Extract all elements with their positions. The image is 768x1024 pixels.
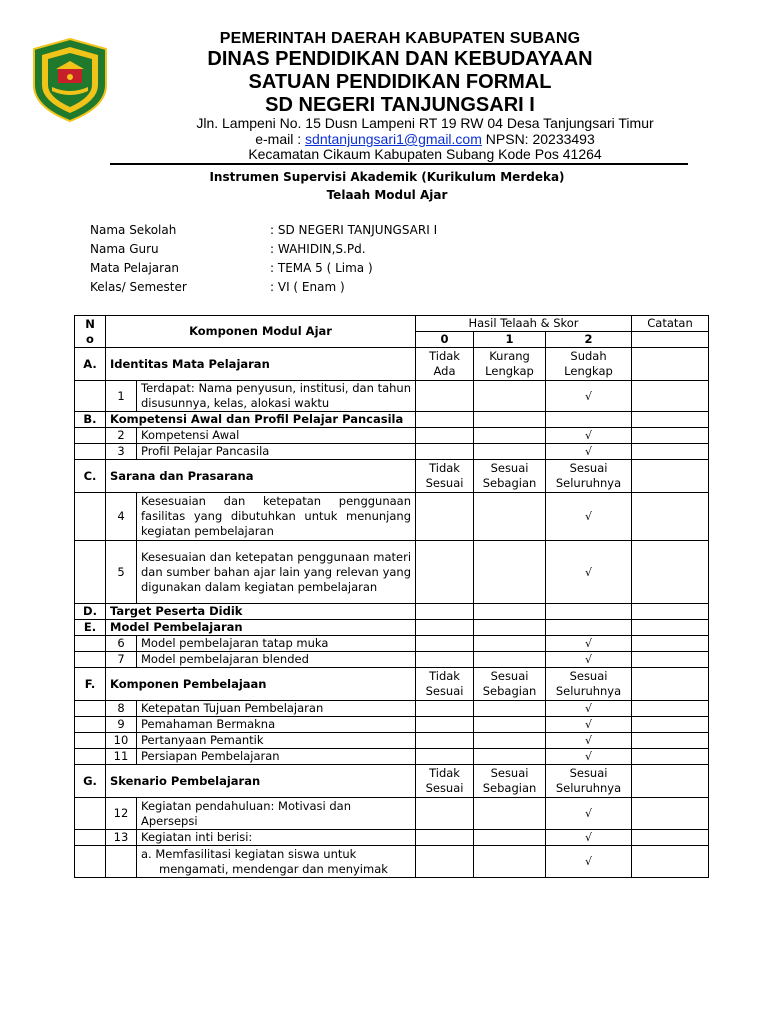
score-cell [474,444,546,460]
score-cell [416,733,474,749]
table-row [75,830,709,846]
info-row [90,242,590,261]
section-letter: B. [75,412,106,428]
scale-label: Sesuai Seluruhnya [546,668,632,701]
section-row-e [75,620,709,636]
info-value: : TEMA 5 ( Lima ) [270,261,373,275]
catatan-cell [632,846,709,878]
item-no: 2 [106,428,137,444]
empty-cell [75,798,106,830]
table-row [75,749,709,765]
info-label: Kelas/ Semester [90,280,187,294]
item-no: 10 [106,733,137,749]
table-row [75,636,709,652]
scale-label: Sudah Lengkap [546,348,632,381]
scale-label: Sesuai Sebagian [474,460,546,493]
check-mark: √ [546,701,632,717]
check-mark: √ [546,381,632,412]
table-row [75,652,709,668]
catatan-cell [632,652,709,668]
item-no: 13 [106,830,137,846]
score-cell [474,541,546,604]
empty-cell [75,428,106,444]
score-cell [546,604,632,620]
info-row [90,280,590,299]
doc-subtitle: Telaah Modul Ajar [326,188,448,202]
info-value: : VI ( Enam ) [270,280,345,294]
table-row [75,493,709,541]
header-line-1: PEMERINTAH DAERAH KABUPATEN SUBANG [219,30,581,47]
check-mark: √ [546,493,632,541]
empty-cell [75,830,106,846]
catatan-cell [632,428,709,444]
catatan-cell [632,493,709,541]
score-cell [416,381,474,412]
empty-cell [75,444,106,460]
empty-cell [75,636,106,652]
table-row [75,541,709,604]
catatan-cell [632,444,709,460]
scale-label: Sesuai Seluruhnya [546,765,632,798]
score-cell [474,412,546,428]
score-cell [474,846,546,878]
header-school-name: SD NEGERI TANJUNGSARI I [265,94,535,116]
catatan-cell [632,348,709,381]
check-mark: √ [546,636,632,652]
check-mark: √ [546,444,632,460]
score-cell [474,428,546,444]
scale-label: Kurang Lengkap [474,348,546,381]
section-row-b [75,412,709,428]
table-row [75,798,709,830]
header-address: Jln. Lampeni No. 15 Dusn Lampeni RT 19 RW 04 Desa Tanjungsari Timur [196,115,654,131]
item-text: Model pembelajaran tatap muka [137,636,416,652]
empty-cell [75,701,106,717]
score-cell [416,493,474,541]
check-mark: √ [546,541,632,604]
score-cell [416,412,474,428]
catatan-cell [632,604,709,620]
table-row [75,733,709,749]
item-no: 12 [106,798,137,830]
scale-label: Tidak Ada [416,348,474,381]
check-mark: √ [546,428,632,444]
item-text: Persiapan Pembelajaran [137,749,416,765]
score-cell [416,541,474,604]
check-mark: √ [546,830,632,846]
npsn: NPSN: 20233493 [481,131,595,147]
item-no: 3 [106,444,137,460]
empty-cell [75,652,106,668]
score-cell [416,798,474,830]
col-hasil-header: Hasil Telaah & Skor [416,316,632,332]
check-mark: √ [546,733,632,749]
no-header-bottom: o [86,331,94,346]
info-value: : SD NEGERI TANJUNGSARI I [270,223,438,237]
score-cell [416,444,474,460]
item-no: 11 [106,749,137,765]
info-block [90,223,590,299]
score-cell [474,604,546,620]
table-header-row [75,316,709,332]
info-label: Nama Sekolah [90,223,177,237]
score-cell [416,604,474,620]
section-title: Skenario Pembelajaran [106,765,416,798]
item-no: 1 [106,381,137,412]
empty-cell [75,541,106,604]
score-cell [474,620,546,636]
no-header-top: N [85,316,95,331]
score-1-header: 1 [474,332,546,348]
empty-cell [75,846,106,878]
email-link[interactable]: sdntanjungsari1@gmail.com [305,131,482,147]
catatan-cell [632,733,709,749]
item-text: Pemahaman Bermakna [137,717,416,733]
catatan-cell [632,541,709,604]
score-cell [416,636,474,652]
col-komponen-header: Komponen Modul Ajar [106,316,416,348]
email-prefix: e-mail : [255,131,306,147]
catatan-cell [632,798,709,830]
header-district: Kecamatan Cikaum Kabupaten Subang Kode Pos 41264 [248,146,602,162]
section-row-f [75,668,709,701]
score-2-header: 2 [546,332,632,348]
item-no: 4 [106,493,137,541]
section-title: Sarana dan Prasarana [106,460,416,493]
item-text: Model pembelajaran blended [137,652,416,668]
item-text [137,846,416,878]
catatan-cell [632,717,709,733]
table-row [75,444,709,460]
score-cell [416,428,474,444]
info-row [90,261,590,280]
section-letter: C. [75,460,106,493]
item-text: Kesesuaian dan ketepatan penggunaan fasilitas yang dibutuhkan untuk menunjang kegiatan pembelajaran [137,493,416,541]
catatan-cell [632,668,709,701]
header-divider [110,163,688,165]
item-no: 8 [106,701,137,717]
scale-label: Sesuai Sebagian [474,765,546,798]
section-title: Komponen Pembelajaan [106,668,416,701]
score-cell [474,733,546,749]
item-no: 9 [106,717,137,733]
section-row-a [75,348,709,381]
score-cell [546,620,632,636]
info-label: Nama Guru [90,242,159,256]
item-text: Kompetensi Awal [137,428,416,444]
catatan-cell [632,749,709,765]
item-no: 7 [106,652,137,668]
score-cell [416,846,474,878]
empty-cell [75,733,106,749]
check-mark: √ [546,717,632,733]
check-mark: √ [546,749,632,765]
score-cell [474,652,546,668]
catatan-cell [632,412,709,428]
score-cell [416,830,474,846]
section-letter: A. [75,348,106,381]
catatan-cell [632,620,709,636]
item-text: Kegiatan inti berisi: [137,830,416,846]
scale-label: Tidak Sesuai [416,460,474,493]
table-row [75,846,709,878]
section-row-g [75,765,709,798]
col-no-header [75,316,106,348]
info-label: Mata Pelajaran [90,261,180,275]
item-no: 5 [106,541,137,604]
header-contact [0,131,768,147]
section-title: Identitas Mata Pelajaran [106,348,416,381]
item-text: Kesesuaian dan ketepatan penggunaan materi dan sumber bahan ajar lain yang relevan yang digunakan dalam kegiatan pembelajaran [137,541,416,604]
header-line-3: SATUAN PENDIDIKAN FORMAL [248,71,552,93]
section-title: Kompetensi Awal dan Profil Pelajar Pancasila [106,412,416,428]
empty-cell [75,717,106,733]
table-row [75,701,709,717]
scale-label: Tidak Sesuai [416,668,474,701]
score-cell [474,830,546,846]
info-value: : WAHIDIN,S.Pd. [270,242,366,256]
col-catatan-header: Catatan [632,316,709,332]
item-text: Kegiatan pendahuluan: Motivasi dan Apersepsi [137,798,416,830]
section-letter: D. [75,604,106,620]
check-mark: √ [546,846,632,878]
section-title: Target Peserta Didik [106,604,416,620]
empty-cell [75,381,106,412]
item-text: Ketepatan Tujuan Pembelajaran [137,701,416,717]
letterhead [0,0,768,170]
item-text: Terdapat: Nama penyusun, institusi, dan tahun disusunnya, kelas, alokasi waktu [137,381,416,412]
catatan-cell [632,765,709,798]
scale-label: Tidak Sesuai [416,765,474,798]
score-cell [474,798,546,830]
score-cell [416,749,474,765]
catatan-cell [632,636,709,652]
score-cell [546,412,632,428]
item-no [106,846,137,878]
score-cell [416,652,474,668]
item-text: Profil Pelajar Pancasila [137,444,416,460]
item-no: 6 [106,636,137,652]
section-letter: G. [75,765,106,798]
score-cell [474,749,546,765]
score-cell [474,701,546,717]
score-cell [416,701,474,717]
item-text-line: a. Memfasilitasi kegiatan siswa untuk [141,846,357,861]
section-letter: F. [75,668,106,701]
catatan-cell [632,701,709,717]
info-row [90,223,590,242]
score-cell [416,620,474,636]
table-row [75,428,709,444]
catatan-cell [632,460,709,493]
section-letter: E. [75,620,106,636]
table-row [75,381,709,412]
catatan-cell [632,332,709,348]
check-mark: √ [546,798,632,830]
catatan-cell [632,381,709,412]
score-cell [474,381,546,412]
empty-cell [75,749,106,765]
section-row-c [75,460,709,493]
empty-cell [75,493,106,541]
supervision-table [74,315,709,878]
item-text-line: mengamati, mendengar dan menyimak [159,861,388,876]
section-row-d [75,604,709,620]
table-row [75,717,709,733]
item-text: Pertanyaan Pemantik [137,733,416,749]
catatan-cell [632,830,709,846]
section-title: Model Pembelajaran [106,620,416,636]
score-cell [474,493,546,541]
score-0-header: 0 [416,332,474,348]
scale-label: Sesuai Seluruhnya [546,460,632,493]
check-mark: √ [546,652,632,668]
header-line-2: DINAS PENDIDIKAN DAN KEBUDAYAAN [207,48,593,70]
doc-title: Instrumen Supervisi Akademik (Kurikulum Merdeka) [209,170,565,184]
score-cell [416,717,474,733]
score-cell [474,717,546,733]
scale-label: Sesuai Sebagian [474,668,546,701]
score-cell [474,636,546,652]
